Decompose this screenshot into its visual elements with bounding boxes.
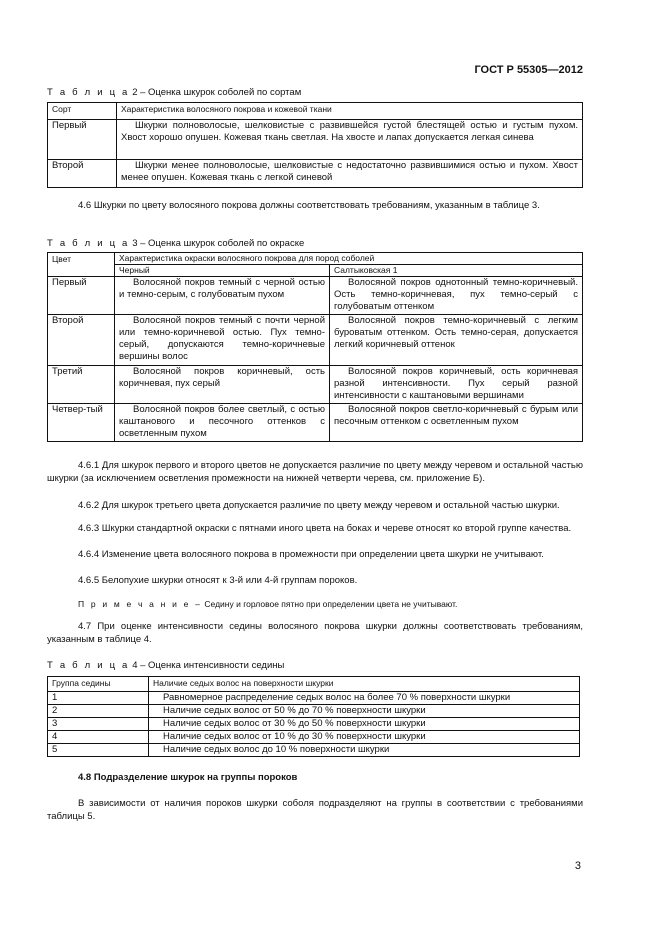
table-row	[48, 315, 583, 366]
table3-row3-black: Волосяной покров коричневый, ость коричневая, пух серый	[115, 366, 330, 404]
table4-row3-text: Наличие седых волос от 30 % до 50 % поверхности шкурки	[149, 718, 580, 731]
table4	[47, 676, 580, 757]
table4-row4-text: Наличие седых волос от 10 % до 30 % поверхности шкурки	[149, 731, 580, 744]
table3-row1-black: Волосяной покров темный с черной остью и темно-серым, с голубоватым пухом	[115, 277, 330, 315]
table3-header-black: Черный	[115, 265, 330, 277]
table-row	[48, 731, 580, 744]
table3-header-saltyk: Салтыковская 1	[330, 265, 583, 277]
table4-row2-text: Наличие седых волос от 50 % до 70 % поверхности шкурки	[149, 705, 580, 718]
table4-caption	[47, 660, 284, 671]
table3-caption-text: 3 – Оценка шкурок соболей по окраске	[132, 238, 305, 249]
paragraph-4-7: 4.7 При оценке интенсивности седины волосяного покрова шкурки должны соответствовать требованиям, указанным в таблице 4.	[47, 621, 583, 646]
paragraph-4-6-4: 4.6.4 Изменение цвета волосяного покрова в промежности при определении цвета шкурки не учитывают.	[78, 549, 544, 560]
table2-caption-label: Т а б л и ц а	[47, 87, 130, 98]
table-row	[48, 160, 583, 188]
table2-header-characteristic: Характеристика волосяного покрова и кожевой ткани	[117, 103, 583, 120]
table-row	[48, 744, 580, 757]
table2-row1-grade: Первый	[48, 120, 117, 160]
table-row	[48, 120, 583, 160]
paragraph-4-6-1: 4.6.1 Для шкурок первого и второго цветов не допускается различие по цвету между черевом и остальной частью шкурки (за исключением осветления промежности на нижней четверти черева, см. приложение Б).	[47, 460, 583, 485]
table4-row1-text: Равномерное распределение седых волос на более 70 % поверхности шкурки	[149, 692, 580, 705]
table3-row1-color: Первый	[48, 277, 115, 315]
table4-header-group: Группа седины	[48, 677, 149, 692]
table-row	[48, 366, 583, 404]
table4-row5-group: 5	[48, 744, 149, 757]
table4-row2-group: 2	[48, 705, 149, 718]
paragraph-4-6-3: 4.6.3 Шкурки стандартной окраски с пятнами иного цвета на боках и череве относят ко второй группе качества.	[78, 523, 572, 534]
table3-caption-label: Т а б л и ц а	[47, 238, 130, 249]
table3-header-color: Цвет	[48, 253, 115, 277]
table3-row3-color: Третий	[48, 366, 115, 404]
table-row	[48, 404, 583, 442]
table-row	[48, 692, 580, 705]
note-label: П р и м е ч а н и е –	[78, 599, 203, 609]
table2-caption	[47, 87, 301, 98]
table3-row4-color: Четвер-тый	[48, 404, 115, 442]
section-4-8-title: 4.8 Подразделение шкурок на группы пороков	[78, 772, 298, 783]
table2-row2-text: Шкурки менее полноволосые, шелковистые с недостаточно развившимися остью и пухом. Хвост менее опушен. Кожевая ткань с легкой синевой	[117, 160, 583, 188]
table4-caption-label: Т а б л и ц а	[47, 660, 130, 671]
paragraph-4-6: 4.6 Шкурки по цвету волосяного покрова должны соответствовать требованиям, указанным в таблице 3.	[78, 200, 540, 211]
table4-row3-group: 3	[48, 718, 149, 731]
table3-row2-saltyk: Волосяной покров темно-коричневый с легким буроватым оттенком. Ость темно-серая, допускается легкий коричневый оттенок	[330, 315, 583, 366]
note-text: Седину и горловое пятно при определении цвета не учитывают.	[204, 599, 458, 609]
table3-row4-saltyk: Волосяной покров светло-коричневый с бурым или песочным оттенком с осветленным пухом	[330, 404, 583, 442]
table3-row3-saltyk: Волосяной покров коричневый, ость коричневая разной интенсивности. Пух серый разной интенсивности с каштановыми вершинами	[330, 366, 583, 404]
table-row	[48, 705, 580, 718]
table2-row2-grade: Второй	[48, 160, 117, 188]
table3	[47, 252, 583, 442]
table2-caption-text: 2 – Оценка шкурок соболей по сортам	[132, 87, 302, 98]
table-row	[48, 718, 580, 731]
page-number: 3	[574, 860, 581, 872]
table2-row1-text: Шкурки полноволосые, шелковистые с развившейся густой блестящей остью и густым пухом. Хвост хорошо опушен. Кожевая ткань светлая. На хвосте и лапах допускается легкая синева	[117, 120, 583, 160]
table3-header-group: Характеристика окраски волосяного покрова для пород соболей	[115, 253, 583, 265]
note	[78, 599, 457, 609]
table3-row2-black: Волосяной покров темный с почти черной или темно-коричневой остью. Пух темно-серый, допускаются темно-коричневые вершины волос	[115, 315, 330, 366]
table4-header-presence: Наличие седых волос на поверхности шкурки	[149, 677, 580, 692]
paragraph-4-6-5: 4.6.5 Белопухие шкурки относят к 3-й или 4-й группам пороков.	[78, 575, 358, 586]
table4-row4-group: 4	[48, 731, 149, 744]
table3-row4-black: Волосяной покров более светлый, с остью каштанового и песочного оттенков с осветленным пухом	[115, 404, 330, 442]
standard-header: ГОСТ Р 55305—2012	[474, 64, 583, 76]
table2	[47, 102, 583, 188]
table-row	[48, 277, 583, 315]
table4-row1-group: 1	[48, 692, 149, 705]
table4-caption-text: 4 – Оценка интенсивности седины	[132, 660, 285, 671]
table3-caption	[47, 238, 304, 249]
table4-row5-text: Наличие седых волос до 10 % поверхности шкурки	[149, 744, 580, 757]
table3-row1-saltyk: Волосяной покров однотонный темно-коричневый. Ость темно-коричневая, пух темно-серый с голубоватым оттенком	[330, 277, 583, 315]
section-4-8-text: В зависимости от наличия пороков шкурки соболя подразделяют на группы в соответствии с требованиями таблицы 5.	[47, 798, 583, 823]
paragraph-4-6-2: 4.6.2 Для шкурок третьего цвета допускается различие по цвету между черевом и остальной частью шкурки.	[78, 500, 560, 511]
table2-header-grade: Сорт	[48, 103, 117, 120]
table3-row2-color: Второй	[48, 315, 115, 366]
